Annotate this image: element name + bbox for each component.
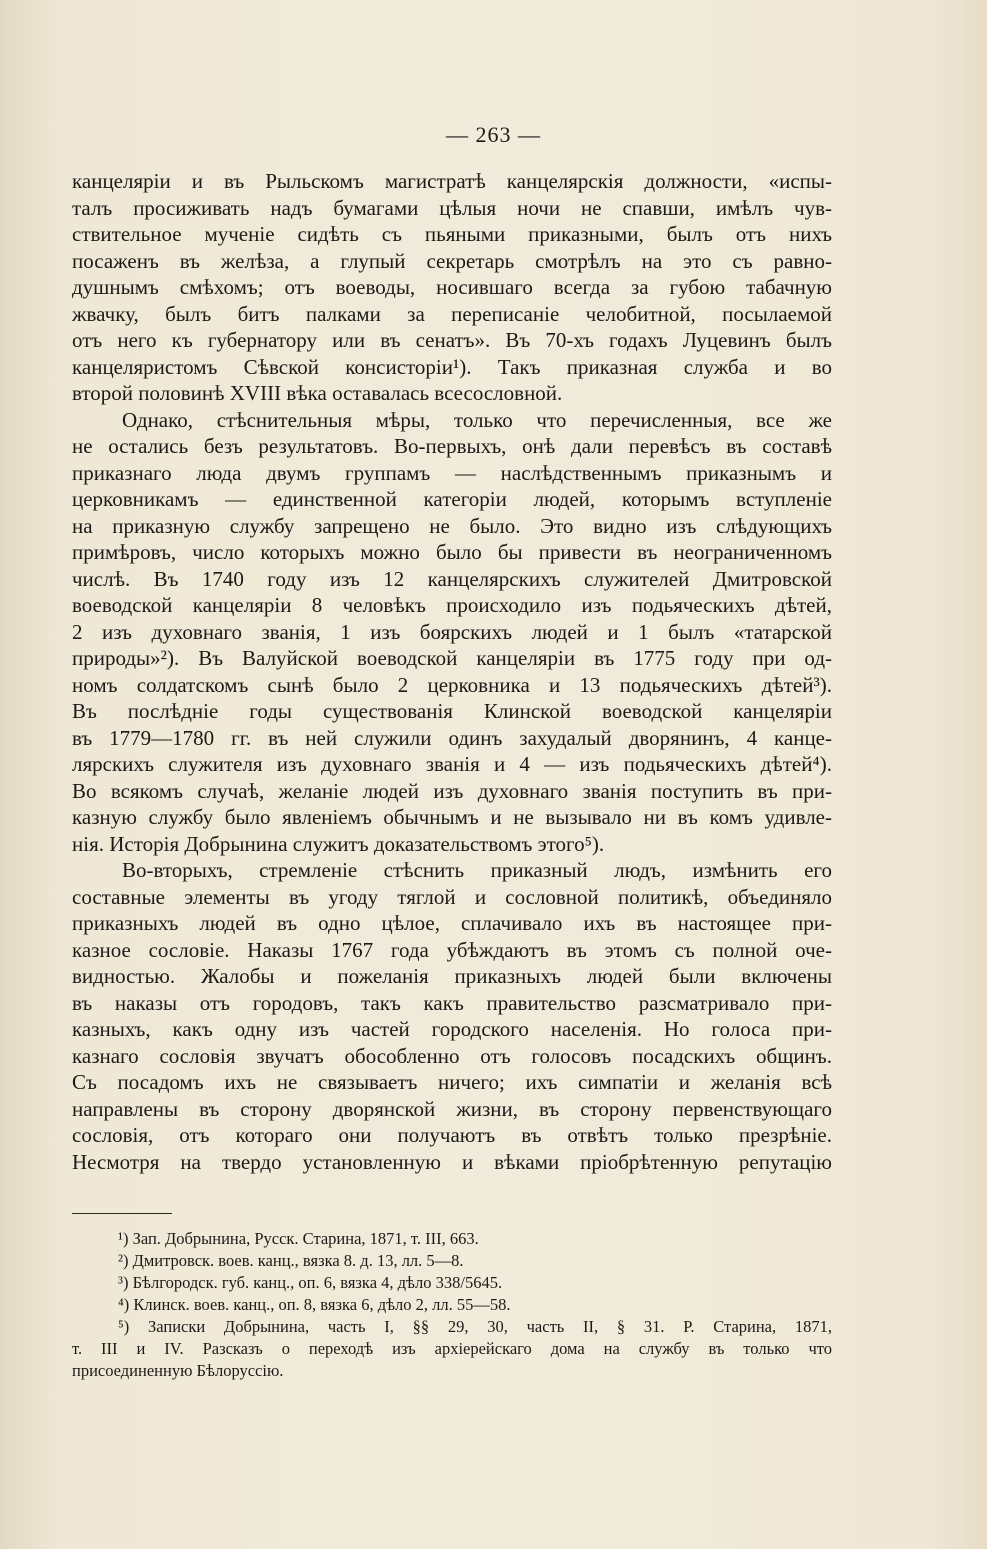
footnote-line: ⁵) Записки Добрынина, часть I, §§ 29, 30, часть II, § 31. Р. Старина, 1871, xyxy=(118,1317,832,1336)
text-line: ствительное мученіе сидѣть съ пьяными приказными, былъ отъ нихъ xyxy=(72,222,832,246)
text-line: Въ послѣдніе годы существованія Клинской воеводской канцеляріи xyxy=(72,699,832,723)
text-line: Однако, стѣснительныя мѣры, только что перечисленныя, все же xyxy=(122,407,832,432)
text-line: жвачку, былъ битъ палками за переписаніе челобитной, посылаемой xyxy=(72,301,832,326)
footnote-line: ¹) Зап. Добрынина, Русск. Старина, 1871, т. III, 663. xyxy=(118,1229,479,1248)
footnote-line: т. III и IV. Разсказъ о переходѣ изъ архіерейскаго дома на службу въ только что xyxy=(72,1339,832,1358)
text-line: казныхъ, какъ одну изъ частей городского населенія. Но голоса при- xyxy=(72,1017,832,1041)
text-line: сословія, отъ котораго они получаютъ въ отвѣтъ только презрѣніе. xyxy=(72,1123,832,1147)
footnote-line: присоединенную Бѣлоруссію. xyxy=(72,1361,284,1380)
text-line: Несмотря на твердо установленную и вѣками пріобрѣтенную репутацію xyxy=(72,1149,832,1174)
text-line: 2 изъ духовнаго званія, 1 изъ боярскихъ людей и 1 былъ «татарской xyxy=(72,619,832,644)
footnote-line: ²) Дмитровск. воев. канц., вязка 8. д. 13, лл. 5—8. xyxy=(118,1251,464,1270)
main-text xyxy=(72,168,832,1175)
text-line: составные элементы въ угоду тяглой и сословной политикѣ, объединяло xyxy=(72,884,832,909)
footnote-line: ⁴) Клинск. воев. канц., оп. 8, вязка 6, дѣло 2, лл. 55—58. xyxy=(118,1295,511,1314)
text-line: въ 1779—1780 гг. въ ней служили одинъ захудалый дворянинъ, 4 канце- xyxy=(72,725,832,750)
page-number: — 263 — xyxy=(446,122,541,147)
text-line: приказнаго люда двумъ группамъ — наслѣдственнымъ приказнымъ и xyxy=(72,460,832,485)
text-line: душнымъ смѣхомъ; отъ воеводы, носившаго всегда за губою табачную xyxy=(72,275,832,299)
text-line: Во-вторыхъ, стремленіе стѣснить приказный людъ, измѣнить его xyxy=(122,858,832,882)
text-line: Съ посадомъ ихъ не связываетъ ничего; ихъ симпатіи и желанія всѣ xyxy=(72,1070,832,1094)
text-line: канцеляріи и въ Рыльскомъ магистратѣ канцелярскія должности, «испы- xyxy=(72,169,832,193)
text-line: на приказную службу запрещено не было. Это видно изъ слѣдующихъ xyxy=(72,513,832,538)
text-line: нія. Исторія Добрынина служитъ доказательствомъ этого⁵). xyxy=(72,831,605,856)
text-line: направлены въ сторону дворянской жизни, въ сторону первенствующаго xyxy=(72,1096,832,1121)
text-line: номъ солдатскомъ сынѣ было 2 церковника и 13 подьяческихъ дѣтей³). xyxy=(72,672,832,697)
text-line: воеводской канцеляріи 8 человѣкъ происходило изъ подьяческихъ дѣтей, xyxy=(72,593,832,617)
text-line: природы»²). Въ Валуйской воеводской канцеляріи въ 1775 году при од- xyxy=(72,646,832,670)
footnote-divider xyxy=(72,1213,172,1214)
text-line: казную службу было явленіемъ обычнымъ и не вызывало ни въ комъ удивле- xyxy=(72,805,832,829)
text-line: казное сословіе. Наказы 1767 года убѣждаютъ въ этомъ съ полной оче- xyxy=(72,937,832,962)
footnotes xyxy=(72,1228,832,1382)
text-line: второй половинѣ XVIII вѣка оставалась всесословной. xyxy=(72,381,563,405)
text-line: лярскихъ служителя изъ духовнаго званія и 4 — изъ подьяческихъ дѣтей⁴). xyxy=(72,752,832,776)
text-line: не остались безъ результатовъ. Во-первыхъ, онѣ дали перевѣсъ въ составѣ xyxy=(72,434,832,458)
text-line: казнаго сословія звучатъ обособленно отъ голосовъ посадскихъ общинъ. xyxy=(72,1043,832,1068)
text-line: числѣ. Въ 1740 году изъ 12 канцелярскихъ служителей Дмитровской xyxy=(72,566,832,591)
text-line: церковникамъ — единственной категоріи людей, которымъ вступленіе xyxy=(72,487,832,511)
text-line: талъ просиживать надъ бумагами цѣлыя ночи не спавши, имѣлъ чув- xyxy=(72,195,832,220)
text-line: Во всякомъ случаѣ, желаніе людей изъ духовнаго званія поступить въ при- xyxy=(72,778,832,803)
text-line: канцеляристомъ Сѣвской консисторіи¹). Такъ приказная служба и во xyxy=(72,354,832,379)
text-line: въ наказы отъ городовъ, такъ какъ правительство разсматривало при- xyxy=(72,990,832,1015)
text-line: посаженъ въ желѣза, а глупый секретарь смотрѣлъ на это съ равно- xyxy=(72,248,832,273)
text-line: видностью. Жалобы и пожеланія приказныхъ людей были включены xyxy=(72,964,832,988)
text-line: примѣровъ, число которыхъ можно было бы привести въ неограниченномъ xyxy=(72,540,832,564)
text-line: отъ него къ губернатору или въ сенатъ». Въ 70-хъ годахъ Луцевинъ былъ xyxy=(72,328,832,352)
footnote-line: ³) Бѣлгородск. губ. канц., оп. 6, вязка 4, дѣло 338/5645. xyxy=(118,1273,503,1292)
text-line: приказныхъ людей въ одно цѣлое, сплачивало ихъ въ настоящее при- xyxy=(72,911,832,935)
